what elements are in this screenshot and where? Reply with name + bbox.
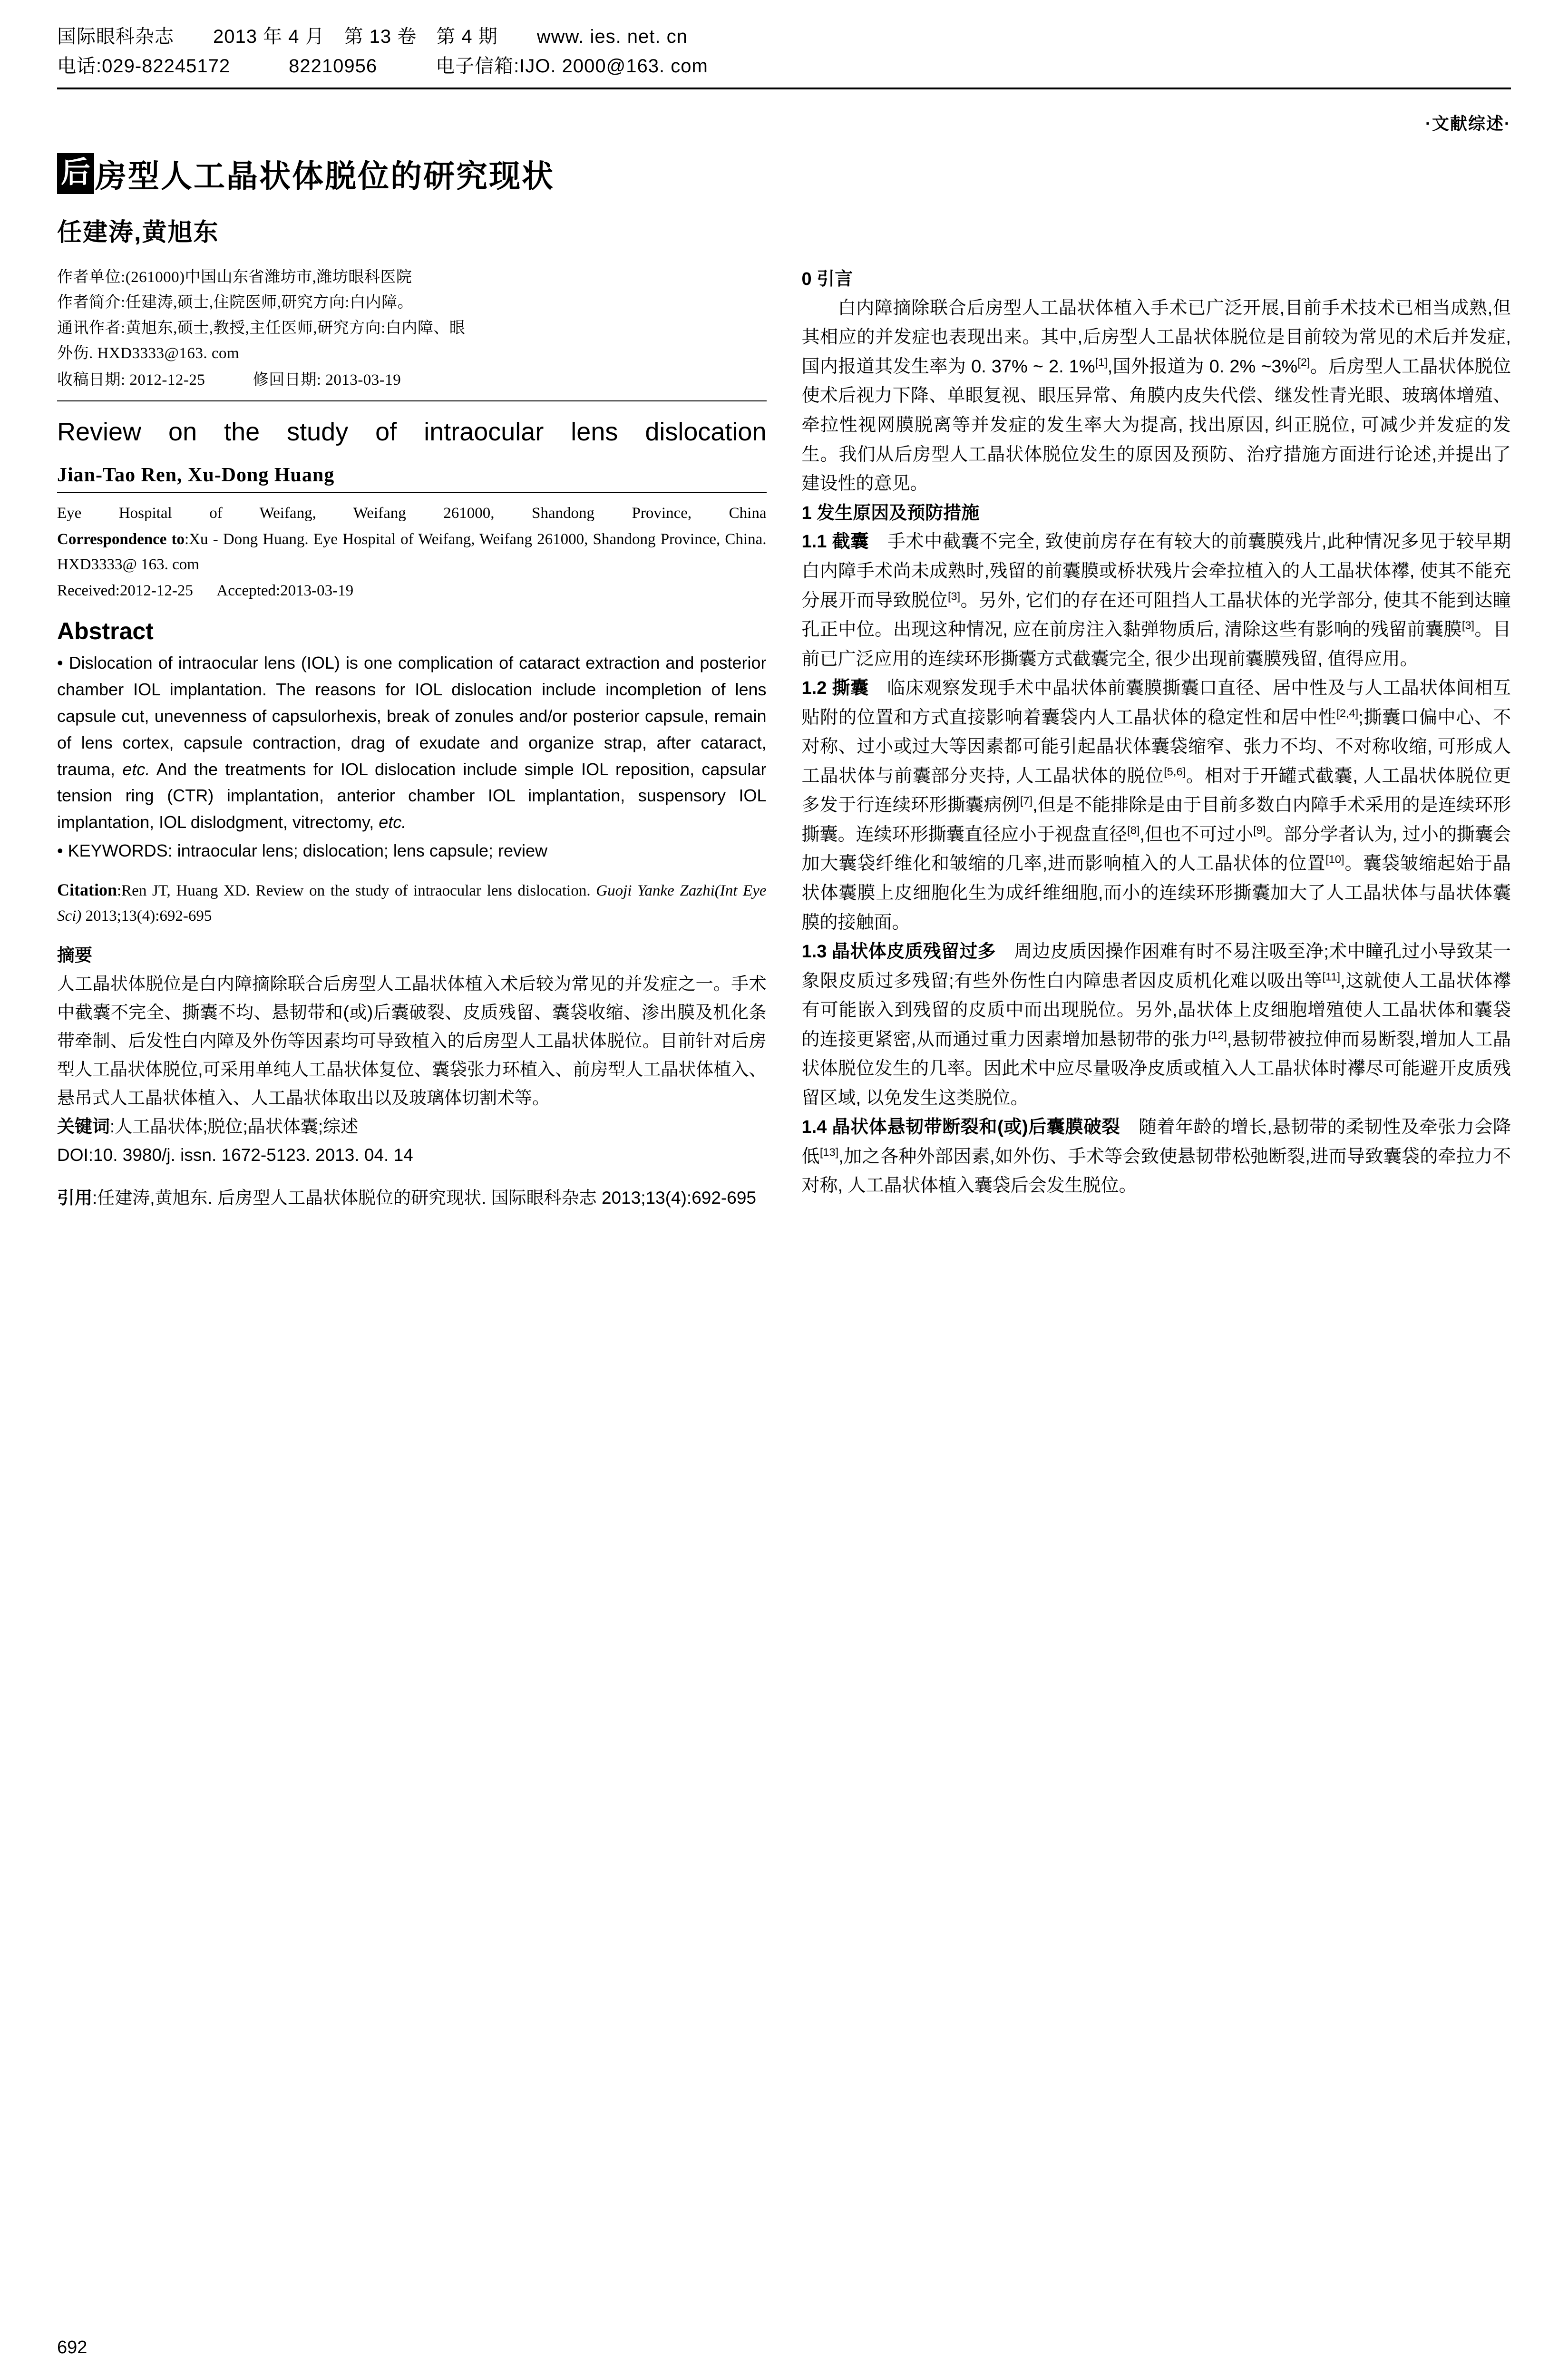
chinese-citation-label: 引用 xyxy=(57,1188,92,1208)
section-heading-1-4: 1.4 晶状体悬韧带断裂和(或)后囊膜破裂 xyxy=(801,1117,1120,1138)
abstract-etc-1: etc. xyxy=(122,759,150,779)
running-head-line-1: 国际眼科杂志 2013 年 4 月 第 13 卷 第 4 期 www. ies. net. cn xyxy=(57,26,688,47)
chinese-citation-text: :任建涛,黄旭东. 后房型人工晶状体脱位的研究现状. 国际眼科杂志 2013;13(4):692-695 xyxy=(92,1188,756,1208)
correspondence-label: Correspondence to xyxy=(57,530,185,548)
correspondence-block xyxy=(57,527,767,577)
section-1-2 xyxy=(802,674,1511,937)
authors-english: Jian-Tao Ren, Xu-Dong Huang xyxy=(57,464,335,487)
right-column xyxy=(802,265,1511,1212)
chinese-citation xyxy=(57,1184,767,1212)
doi-line: DOI:10. 3980/j. issn. 1672-5123. 2013. 04. 14 xyxy=(57,1145,413,1165)
section-heading-0: 0 引言 xyxy=(801,269,853,289)
section-body-0: 白内障摘除联合后房型人工晶状体植入手术已广泛开展,目前手术技术已相当成熟,但其相应的并发症也表现出来。其中,后房型人工晶状体脱位是目前较为常见的术后并发症,国内报道其发生率为 0. 37% ~ 2. 1%[1],国外报道为 0. 2% ~3%[2]。后房型人工晶状体脱位使术后视力下降、单眼复视、眼压异常、角膜内皮失代偿、继发性青光眼、玻璃体增殖、牵拉性视网膜脱离等并发症的发生率大为提高, 找出原因, 纠正脱位, 可减少并发症的发生。我们从后房型人工晶状体脱位发生的原因及预防、治疗措施方面进行论述,并提出了建设性的意见。 xyxy=(801,298,1511,494)
chinese-keywords-line xyxy=(57,1112,767,1141)
section-heading-1-2: 1.2 撕囊 xyxy=(801,678,869,699)
affiliation-line-1: 作者单位:(261000)中国山东省潍坊市,潍坊眼科医院 xyxy=(57,269,412,286)
title-first-char-badge: 后 xyxy=(57,153,94,194)
section-body-1-1: 手术中截囊不完全, 致使前房存在有较大的前囊膜残片,此种情况多见于较早期白内障手术尚未成熟时,残留的前囊膜或桥状残片会牵拉植入的人工晶状体襻, 使其不能充分展开而导致脱位[3]。另外, 它们的存在还可阻挡人工晶状体的光学部分, 使其不能到达瞳孔正中位。出现这种情况, 应在前房注入黏弹物质后, 清除这些有影响的残留前囊膜[3]。目前已广泛应用的连续环形撕囊方式截囊完全, 很少出现前囊膜残留, 值得应用。 xyxy=(801,532,1511,669)
section-heading-1-3: 1.3 晶状体皮质残留过多 xyxy=(801,942,996,962)
two-column-body xyxy=(57,265,1511,1212)
submission-dates: 收稿日期: 2012-12-25 修回日期: 2013-03-19 xyxy=(57,371,401,389)
abstract-text-a: • Dislocation of intraocular lens (IOL) is one complication of cataract extraction and posterior chamber IOL implantation. The reasons for IOL dislocation include incompletion of lens capsule cut, unevenness of capsulorhexis, break of zonules and/or posterior capsule, remain of lens cortex, capsule contraction, drag of exudate and organize strap, after cataract, trauma, xyxy=(57,653,767,779)
running-head-rule xyxy=(57,88,1511,89)
authors-chinese: 任建涛,黄旭东 xyxy=(57,219,219,246)
section-1-1 xyxy=(802,527,1511,674)
abstract-paragraph xyxy=(57,650,767,836)
section-body-1-3: 周边皮质因操作困难有时不易注吸至净;术中瞳孔过小导致某一象限皮质过多残留;有些外伤性白内障患者因皮质机化难以吸出等[11],这就使人工晶状体襻有可能嵌入到残留的皮质中而出现脱位。另外,晶状体上皮细胞增殖使人工晶状体和囊袋的连接更紧密,从而通过重力因素增加悬韧带的张力[12],悬韧带被拉伸而易断裂,增加人工晶状体脱位发生的几率。因此术中应尽量吸净皮质或植入人工晶状体时襻尽可能避开皮质残留区域, 以免发生这类脱位。 xyxy=(801,942,1511,1108)
chinese-abstract-body: 人工晶状体脱位是白内障摘除联合后房型人工晶状体植入术后较为常见的并发症之一。手术中截囊不完全、撕囊不均、悬韧带和(或)后囊破裂、皮质残留、囊袋收缩、渗出膜及机化条带牵制、后发性白内障及外伤等因素均可导致植入的后房型人工晶状体脱位。目前针对后房型人工晶状体脱位,可采用单纯人工晶状体复位、囊袋张力环植入、前房型人工晶状体植入、悬吊式人工晶状体植入、人工晶状体取出以及玻璃体切割术等。 xyxy=(57,974,767,1108)
received-date: Received:2012-12-25 xyxy=(57,582,193,599)
abstract-keywords: • KEYWORDS: intraocular lens; dislocation; lens capsule; review xyxy=(57,840,548,860)
citation-text-a: :Ren JT, Huang XD. Review on the study of intraocular lens dislocation. xyxy=(117,882,596,899)
section-heading-1-1: 1.1 截囊 xyxy=(801,532,869,552)
authors-divider-rule xyxy=(57,492,767,493)
correspondence-text: :Xu - Dong Huang. Eye Hospital of Weifang, Weifang 261000, Shandong Province, China. HXD3333@ 163. com xyxy=(57,530,767,573)
chinese-abstract-heading: 摘要 xyxy=(57,945,92,965)
citation-english xyxy=(57,877,767,929)
title-english: Review on the study of intraocular lens dislocation xyxy=(57,418,767,447)
running-head-line-2: 电话:029-82245172 82210956 电子信箱:IJO. 2000@163. com xyxy=(57,56,708,77)
abstract-etc-2: etc. xyxy=(379,812,407,832)
left-column xyxy=(57,265,767,1212)
running-head xyxy=(57,0,1511,89)
divider-rule xyxy=(57,400,767,401)
abstract-text-b: And the treatments for IOL dislocation include simple IOL reposition, capsular tension ring (CTR) implantation, anterior chamber IOL implantation, suspensory IOL implantation, IOL dislodgment, vitrectomy, xyxy=(57,759,767,832)
chinese-keywords-label: 关键词 xyxy=(57,1116,110,1136)
abstract-body xyxy=(57,650,767,864)
section-body-1-4: 随着年龄的增长,悬韧带的柔韧性及牵张力会降低[13],加之各种外部因素,如外伤、手术等会致使悬韧带松弛断裂,进而导致囊袋的牵拉力不对称, 人工晶状体植入囊袋后会发生脱位。 xyxy=(801,1117,1511,1196)
page-title: 房型人工晶状体脱位的研究现状 xyxy=(95,158,555,194)
chinese-abstract xyxy=(57,941,767,1169)
section-body-1-2: 临床观察发现手术中晶状体前囊膜撕囊口直径、居中性及与人工晶状体间相互贴附的位置和方式直接影响着囊袋内人工晶状体的稳定性和居中性[2,4];撕囊口偏中心、不对称、过小或过大等因素都可能引起晶状体囊袋缩窄、张力不均、不对称收缩, 可形成人工晶状体与前囊部分夹持, 人工晶状体的脱位[5,6]。相对于开罐式截囊, 人工晶状体脱位更多发于行连续环形撕囊病例[7],但是不能排除是由于目前多数白内障手术采用的是连续环形撕囊。连续环形撕囊直径应小于视盘直径[8],但也不可过小[9]。部分学者认为, 过小的撕囊会加大囊袋纤维化和皱缩的几率,进而影响植入的人工晶状体的位置[10]。囊袋皱缩起始于晶状体囊膜上皮细胞化生为成纤维细胞,而小的连续环形撕囊加大了人工晶状体与晶状体囊膜的接触面。 xyxy=(801,678,1511,933)
section-1-4 xyxy=(802,1113,1511,1201)
affiliation-chinese xyxy=(57,265,767,393)
affiliation-line-2: 作者简介:任建涛,硕士,住院医师,研究方向:白内障。 xyxy=(57,294,414,312)
article-category: ·文献综述· xyxy=(1425,114,1511,133)
affiliation-english-line: Eye Hospital of Weifang, Weifang 261000, Shandong Province, China xyxy=(57,505,767,522)
affiliation-line-3: 通讯作者:黄旭东,硕士,教授,主任医师,研究方向:白内障、眼 xyxy=(57,319,466,337)
affiliation-line-4: 外伤. HXD3333@163. com xyxy=(57,345,240,362)
chinese-keywords-text: :人工晶状体;脱位;晶状体囊;综述 xyxy=(110,1116,359,1136)
article-title-row xyxy=(57,151,1511,196)
section-heading-1: 1 发生原因及预防措施 xyxy=(801,503,980,523)
accepted-date: Accepted:2013-03-19 xyxy=(216,582,354,599)
citation-text-b: 2013;13(4):692-695 xyxy=(81,907,212,925)
citation-journal: Guoji Yanke Zazhi(Int Eye Sci) xyxy=(57,882,767,925)
citation-label: Citation xyxy=(57,880,117,899)
affiliation-english xyxy=(57,501,767,603)
page-number: 692 xyxy=(57,2338,88,2358)
abstract-heading: Abstract xyxy=(57,618,154,645)
received-accepted-line xyxy=(57,578,767,604)
section-1-3 xyxy=(802,937,1511,1113)
